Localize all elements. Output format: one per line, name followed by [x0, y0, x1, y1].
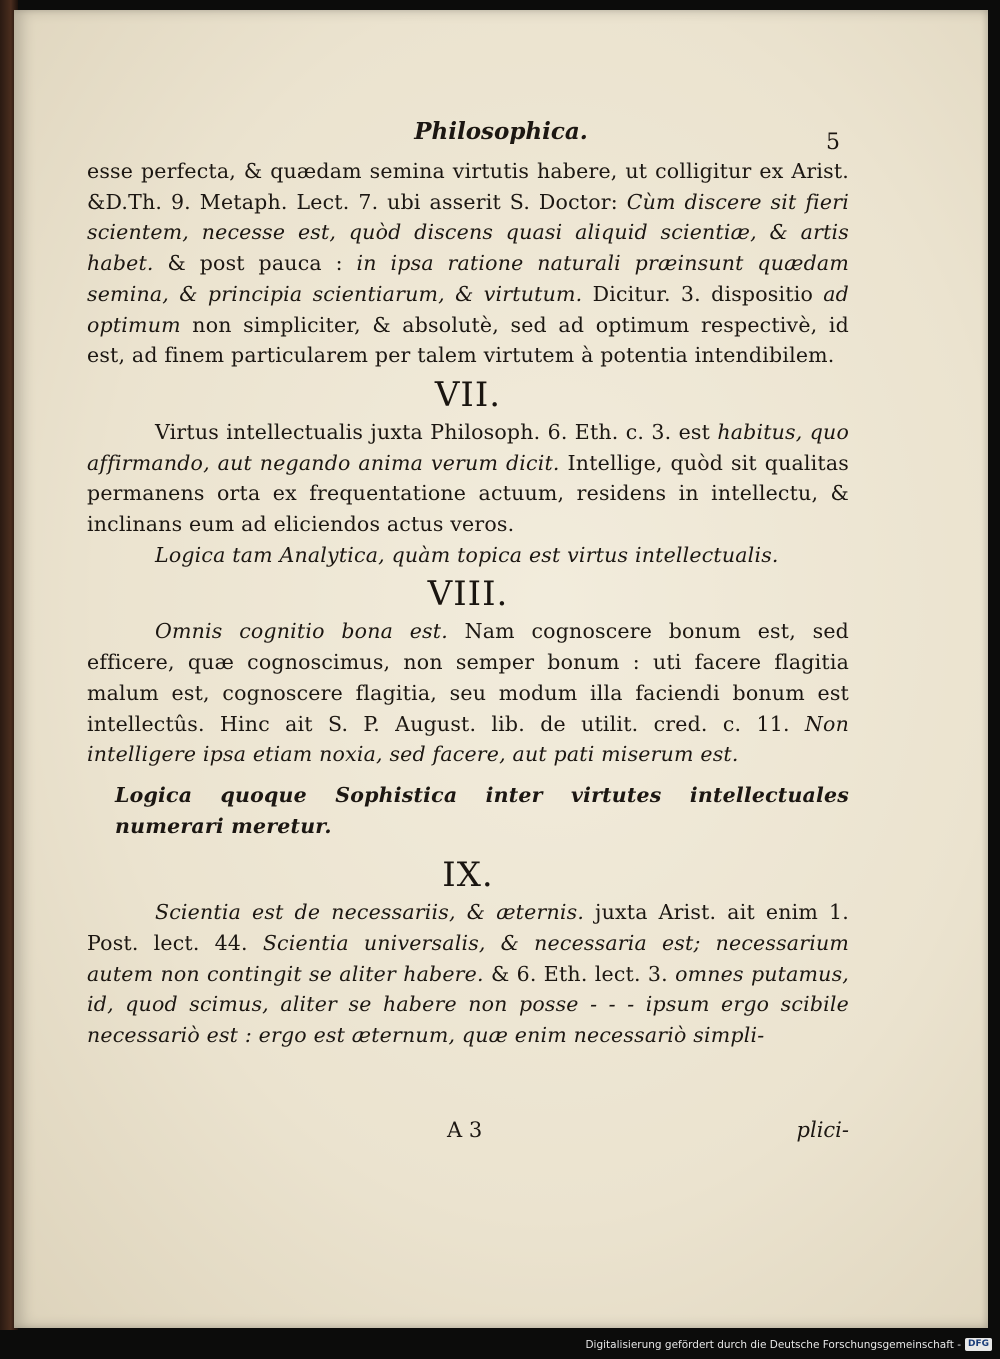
dfg-logo-icon: DFG — [965, 1338, 992, 1351]
section-vii-text-1: Virtus intellectualis juxta Philosoph. 6. Eth. c. 3. est — [155, 419, 718, 444]
page-footer — [87, 1118, 849, 1148]
signature-mark: A 3 — [447, 1118, 483, 1142]
intro-quote-3: ad optimum — [87, 281, 849, 337]
catchword: plici- — [796, 1118, 849, 1142]
section-viii-corollary: Logica quoque Sophistica inter virtutes intellectuales numerari meretur. — [115, 782, 849, 838]
intro-quote-2: in ipsa ratione naturali præinsunt quædam semina, & principia scientiarum, & virtutum. — [87, 251, 849, 306]
intro-text-2: & post pauca : — [153, 251, 357, 276]
section-vii-paragraph — [87, 417, 849, 540]
intro-paragraph — [87, 156, 849, 371]
section-viii-text-1: Nam cognoscere bonum est, sed efficere, quæ cognoscimus, non semper bonum : uti facere flagitia malum est, cognoscere flagitia, seu modum illa faciendi bonum est intellectûs. Hinc ait S. P. August. lib. de utilit. cred. c. 11. — [87, 619, 849, 736]
running-head: Philosophica. — [414, 118, 588, 145]
section-ix-text-1: juxta Arist. ait enim 1. Post. lect. 44. — [87, 900, 849, 956]
section-ix-quote-1: Scientia universalis, & necessaria est; necessarium autem non contingit se aliter habere. — [87, 931, 850, 986]
section-vii-definition: habitus, quo affirmando, aut negando anima verum dicit. — [87, 419, 849, 475]
section-viii-thesis: Omnis cognitio bona est. — [155, 619, 448, 644]
section-ix-text-2: & 6. Eth. lect. 3. — [483, 961, 676, 986]
section-viii-paragraph — [87, 616, 849, 770]
intro-text-1: esse perfecta, & quædam semina virtutis habere, ut colligitur ex Arist. &D.Th. 9. Metaph. Lect. 7. ubi asserit S. Doctor: — [87, 159, 849, 214]
page-number: 5 — [826, 130, 840, 155]
intro-text-3: Dicitur. 3. dispositio — [582, 281, 824, 306]
section-vii-text-2: Intellige, quòd sit qualitas permanens orta ex frequentatione actuum, residens in intellectu, & inclinans eum ad eliciendos actus veros. — [87, 450, 849, 537]
section-heading-vii: VII. — [434, 374, 502, 415]
book-page — [14, 10, 988, 1328]
section-ix-thesis: Scientia est de necessariis, & æternis. — [155, 900, 585, 925]
page-body — [87, 156, 849, 1051]
section-viii-quote: Non intelligere ipsa etiam noxia, sed facere, aut pati miserum est. — [87, 711, 849, 767]
section-ix-quote-2: omnes putamus, id, quod scimus, aliter se habere non posse - - - ipsum ergo scibile necessariò est : ergo est æternum, quæ enim necessariò simpli- — [87, 961, 850, 1048]
section-ix-paragraph — [87, 897, 849, 1051]
section-vii-corollary: Logica tam Analytica, quàm topica est virtus intellectualis. — [155, 542, 779, 567]
credit-text: Digitalisierung gefördert durch die Deutsche Forschungsgemeinschaft - — [585, 1338, 961, 1351]
intro-quote-1: Cùm discere sit fieri scientem, necesse est, quòd discens quasi aliquid scientiæ, & artis habet. — [87, 189, 849, 276]
section-heading-ix: IX. — [442, 855, 494, 896]
intro-text-4: non simpliciter, & absolutè, sed ad optimum respectivè, id est, ad finem particularem per talem virtutem à potentia intendibilem. — [87, 312, 849, 368]
section-heading-viii: VIII. — [427, 574, 509, 615]
digitization-credit — [585, 1338, 992, 1351]
